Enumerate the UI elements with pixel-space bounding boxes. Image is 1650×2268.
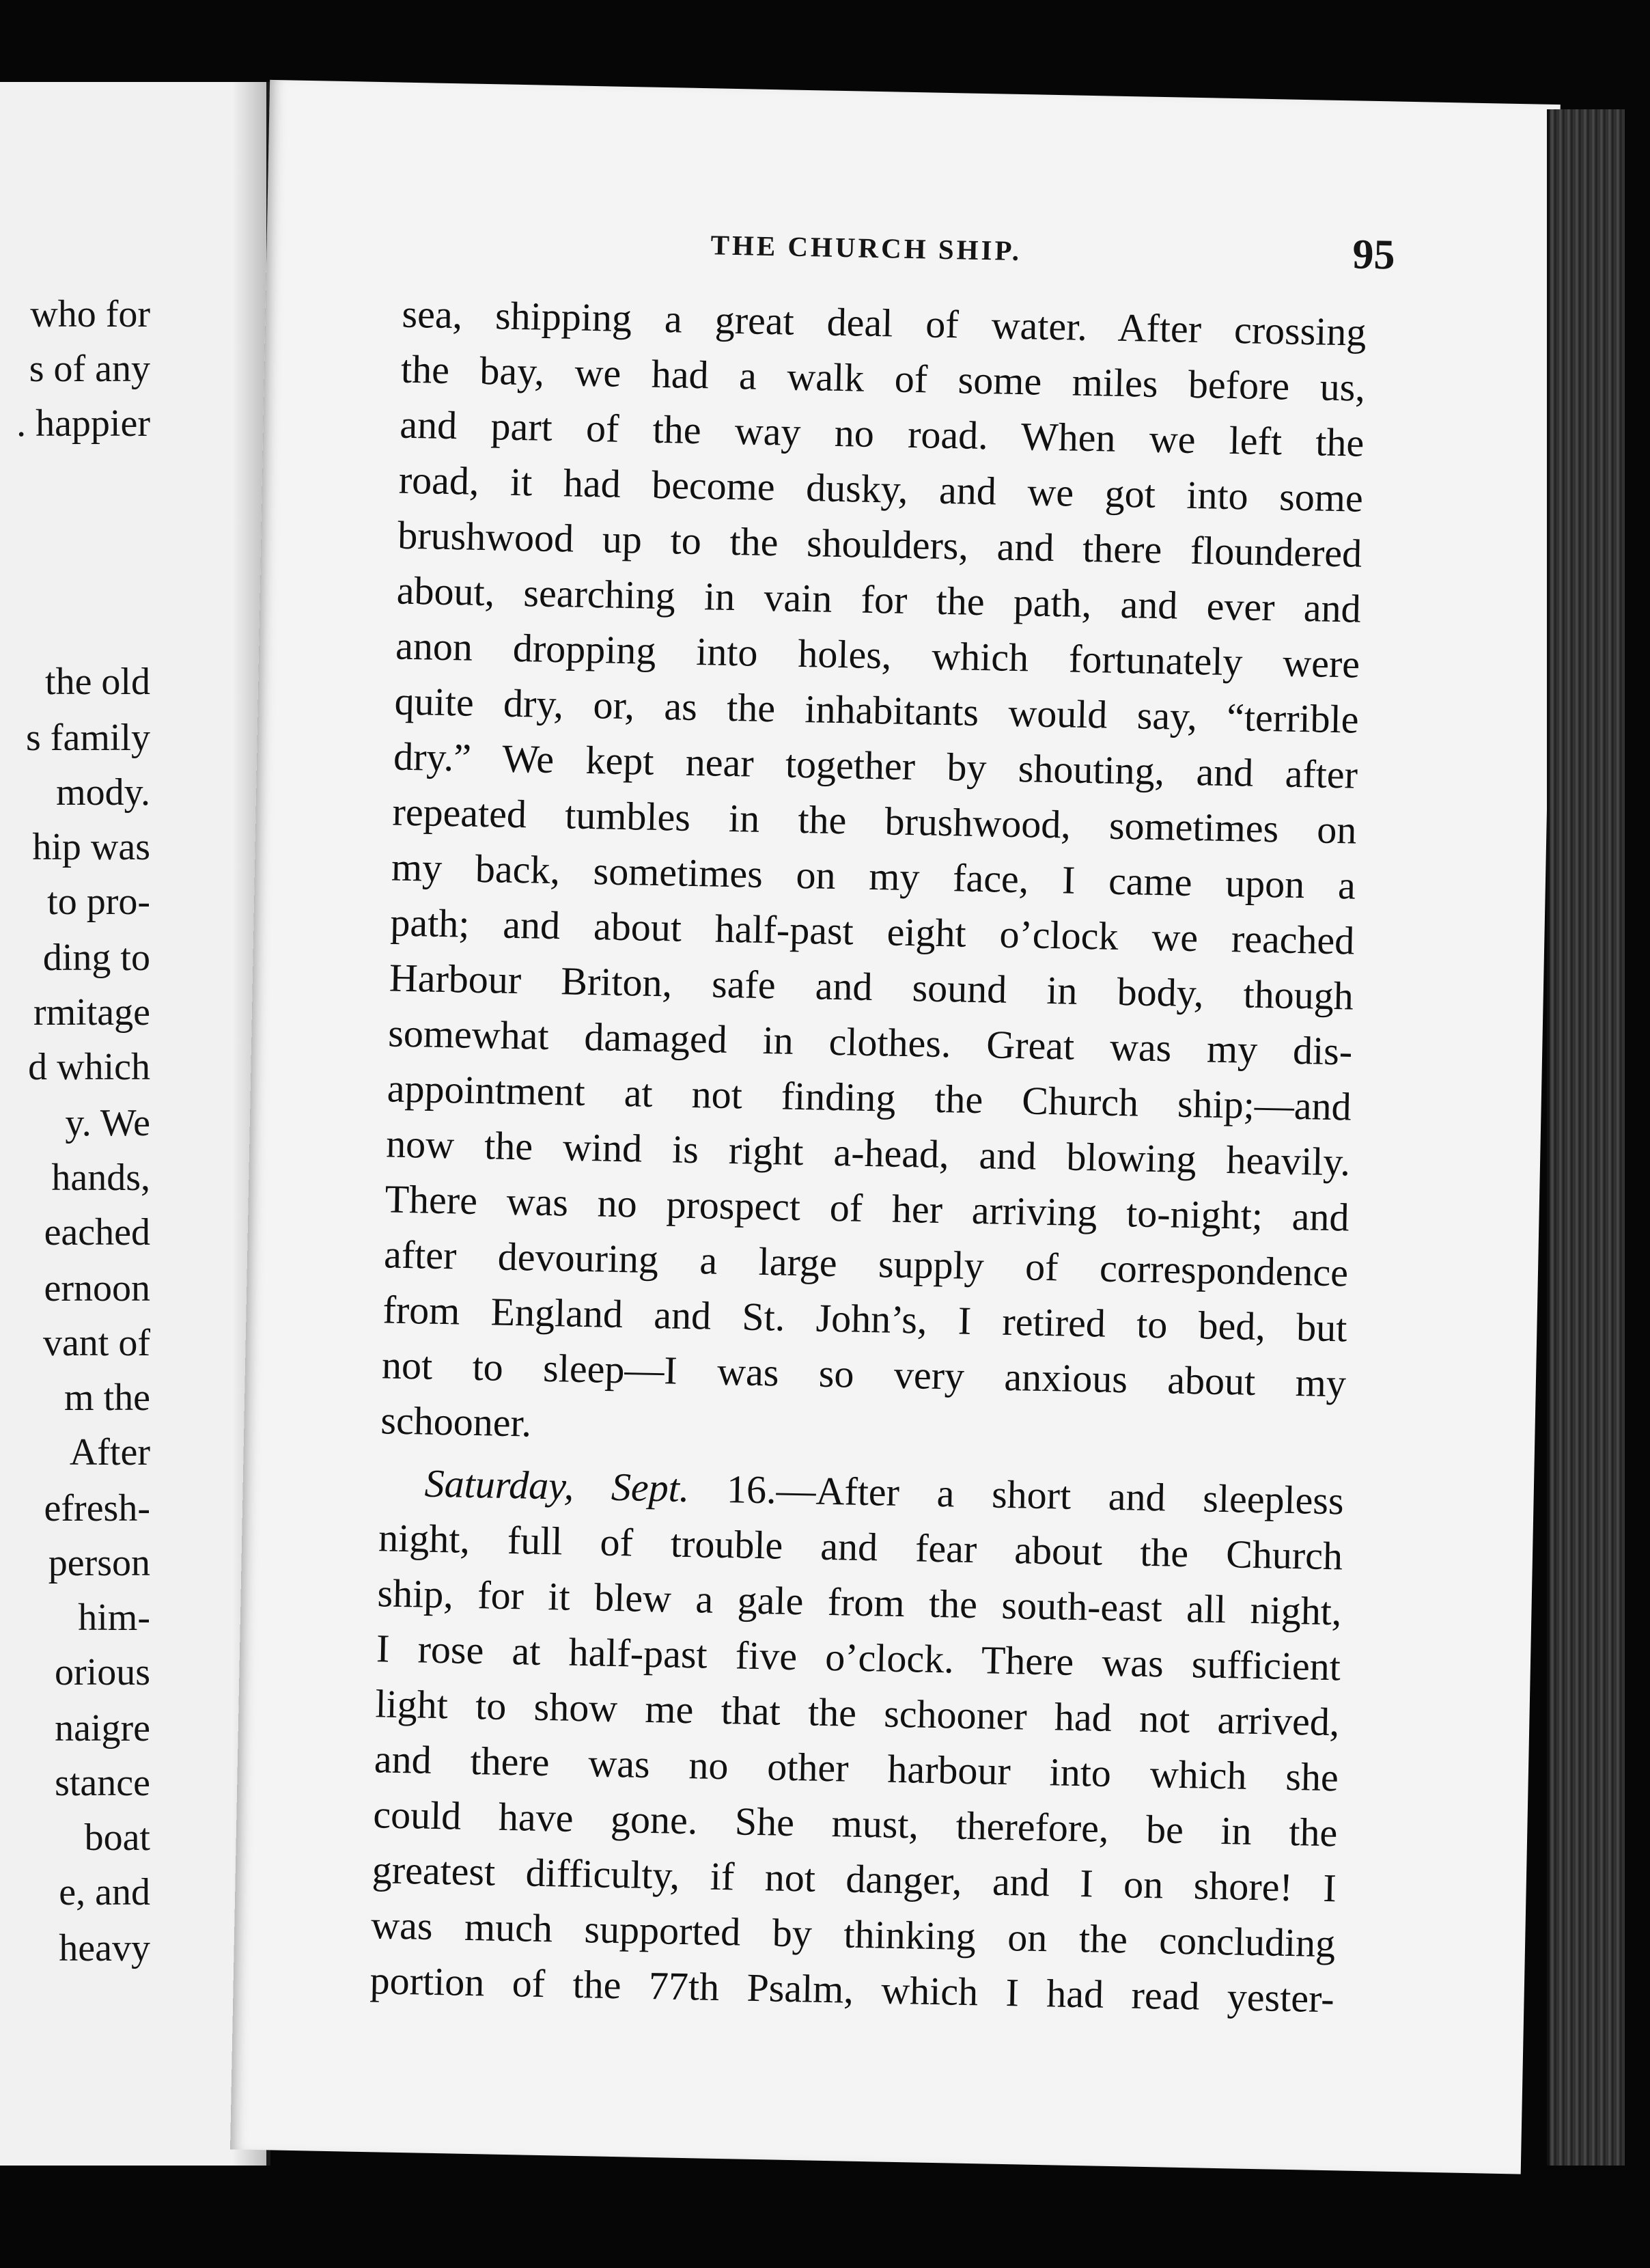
text-line: now the wind is right a-head, and blowing heavily. [385, 1121, 1351, 1185]
left-page-line: to pro- [47, 881, 150, 923]
date-heading: Saturday, Sept. [424, 1461, 690, 1511]
left-page-line: hip was [32, 826, 150, 868]
paragraph-opening-line [424, 1461, 1345, 1523]
left-page-line: m the [64, 1377, 150, 1419]
text-line: ship, for it blew a gale from the south-east all night, [377, 1571, 1343, 1634]
left-page-line: him- [78, 1596, 150, 1639]
left-page-line: naigre [55, 1707, 150, 1750]
left-page-line: After [69, 1431, 150, 1474]
text-line: from England and St. John’s, I retired to bed, but [382, 1287, 1348, 1351]
left-page-line: stance [55, 1762, 150, 1804]
text-line: somewhat damaged in clothes. Great was my dis- [387, 1010, 1353, 1074]
text-line: brushwood up to the shoulders, and there floundered [397, 512, 1362, 576]
text-line: appointment at not finding the Church ship;—and [387, 1066, 1352, 1129]
text-line: night, full of trouble and fear about the Church [378, 1515, 1343, 1579]
text-line: schooner. [380, 1398, 532, 1446]
text-line: and part of the way no road. When we left the [399, 402, 1365, 465]
paragraph-opening-text: 16.—After a short and sleepless [688, 1466, 1345, 1523]
left-page-line: d which [28, 1046, 150, 1088]
left-page-line: boat [84, 1816, 150, 1859]
text-line: anon dropping into holes, which fortunately were [395, 623, 1360, 687]
left-page-line: who for [30, 293, 150, 335]
left-page-line: vant of [42, 1322, 150, 1364]
text-line: greatest difficulty, if not danger, and I on shore! I [372, 1847, 1337, 1911]
left-page-line: the old [45, 661, 150, 703]
page-number: 95 [1352, 231, 1396, 279]
left-page-line: y. We [65, 1102, 150, 1144]
text-line: repeated tumbles in the brushwood, sometimes on [392, 789, 1358, 853]
text-line: I rose at half-past five o’clock. There was sufficient [376, 1626, 1341, 1689]
text-line: and there was no other harbour into which she [374, 1737, 1339, 1800]
text-line: quite dry, or, as the inhabitants would say, “terrible [394, 678, 1360, 742]
left-page-line: mody. [56, 771, 150, 814]
left-page-line: rmitage [33, 991, 150, 1034]
text-line: not to sleep—I was so very anxious about my [381, 1342, 1347, 1406]
text-line: sea, shipping a great deal of water. After crossing [402, 291, 1367, 355]
text-line: path; and about half-past eight o’clock we reached [389, 900, 1355, 963]
page-body-text [367, 291, 1367, 2157]
text-line: light to show me that the schooner had not arrived, [374, 1681, 1340, 1745]
left-page-line: person [48, 1542, 150, 1584]
text-line: could have gone. She must, therefore, be in the [372, 1792, 1338, 1855]
text-line: about, searching in vain for the path, and ever and [396, 568, 1362, 631]
text-line: my back, sometimes on my face, I came upon a [391, 844, 1356, 908]
text-line: after devouring a large supply of correspondence [383, 1232, 1349, 1295]
left-page-line: e, and [59, 1871, 150, 1913]
book-fore-edge [1547, 109, 1625, 2166]
left-page-line: heavy [59, 1927, 150, 1969]
running-head: THE CHURCH SHIP. [710, 229, 1022, 267]
left-page-line: ding to [42, 937, 150, 979]
left-page-line: ernoon [44, 1267, 150, 1310]
text-line: road, it had become dusky, and we got into some [398, 457, 1364, 521]
right-page [230, 80, 1561, 2174]
text-line: There was no prospect of her arriving to-night; and [384, 1176, 1350, 1240]
text-line: was much supported by thinking on the concluding [370, 1903, 1336, 1966]
left-page-line: orious [55, 1651, 150, 1693]
left-page-line: s family [26, 717, 150, 759]
text-line: the bay, we had a walk of some miles before us, [400, 346, 1366, 410]
left-page-line: eached [44, 1211, 150, 1254]
left-page-line: . happier [16, 402, 150, 445]
left-page-line: efresh- [44, 1487, 150, 1530]
text-line: portion of the 77th Psalm, which I had read yester- [369, 1958, 1335, 2021]
text-line: dry.” We kept near together by shouting, and after [393, 734, 1358, 797]
left-page-line: s of any [29, 348, 150, 390]
text-line: Harbour Briton, safe and sound in body, though [389, 955, 1354, 1019]
left-page-line: hands, [51, 1157, 150, 1199]
